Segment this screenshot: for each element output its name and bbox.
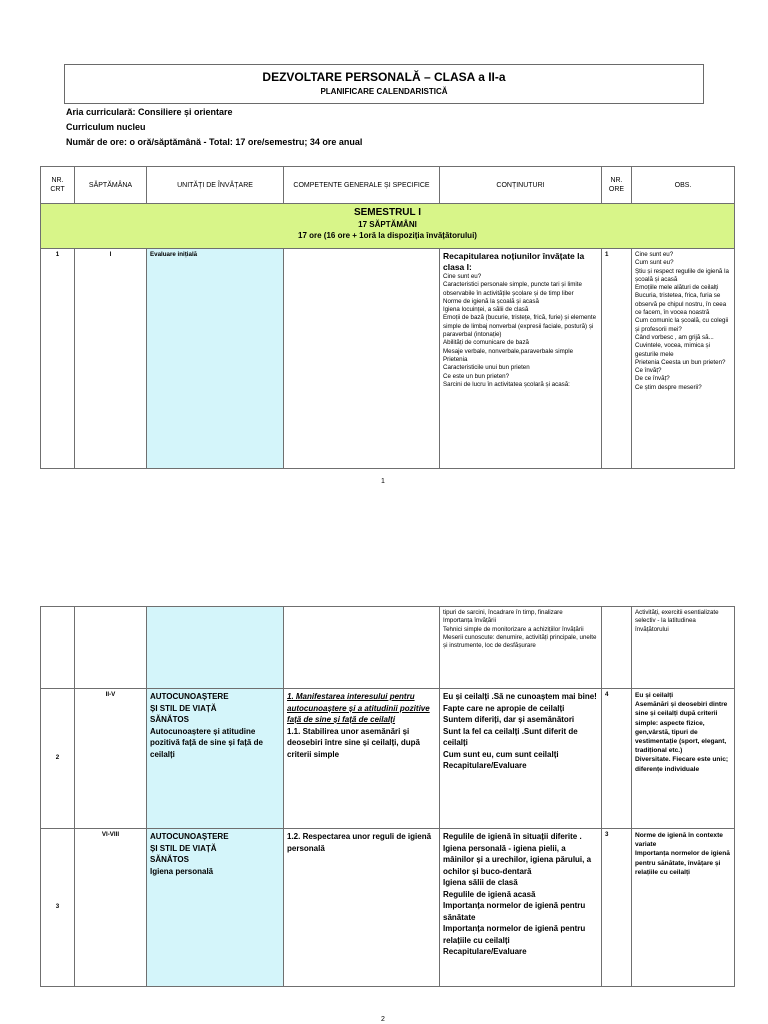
- semester-title: SEMESTRUL I: [353, 207, 422, 218]
- planning-table-page2: [40, 606, 735, 987]
- content-line: Cine sunt eu?: [443, 273, 482, 280]
- obs-line: Cum comunic la școală, cu colegii și profesorii mei?: [635, 317, 729, 333]
- semester-weeks: 17 SĂPTĂMÂNI: [358, 220, 417, 229]
- row1-obs: [632, 249, 735, 469]
- cont-week: [75, 607, 147, 689]
- cont-hours: [602, 607, 632, 689]
- row1-content-title: Recapitularea noțiunilor învățate la clasa I:: [443, 251, 585, 272]
- obs-line: Știu și respect regulile de igienă la școală și acasă: [635, 267, 729, 283]
- content-line: Caracteristici personale simple, puncte tari și limite observabile în activitățile școlare și de timp liber: [443, 281, 582, 297]
- obs-line: De ce învăț?: [635, 375, 670, 383]
- obs-line: Ce învăț?: [635, 367, 662, 375]
- page-number-1: 1: [381, 478, 385, 485]
- table-row-1: [41, 249, 735, 469]
- competenta-generala: 1. Manifestarea interesului pentru autocunoaștere și a atitudinii pozitive față de sine și față de ceilalți: [287, 692, 430, 724]
- row2-hours: 4: [602, 689, 632, 829]
- content-line: Importanța învățării: [443, 617, 496, 625]
- unit-line: ȘI STIL DE VIAȚĂ: [150, 703, 217, 713]
- col-obs: OBS.: [632, 167, 735, 204]
- col-continuturi: CONȚINUTURI: [440, 167, 602, 204]
- content-line: Importanța normelor de igienă pentru relațiile cu ceilalți: [443, 924, 586, 945]
- table-row-3: [41, 829, 735, 987]
- row1-week: I: [75, 249, 147, 469]
- table-row-2: [41, 689, 735, 829]
- content-line: Suntem diferiți, dar și asemănători: [443, 715, 575, 724]
- content-line: Caracteristicile unui bun prieten: [443, 364, 530, 372]
- row2-competente: [284, 689, 440, 829]
- row1-unit: Evaluare inițială: [147, 249, 284, 469]
- obs-line: Importanța normelor de igienă pentru sănătate, învățare și relațiile cu ceilalți: [635, 850, 730, 876]
- content-line: Recapitulare/Evaluare: [443, 761, 527, 770]
- content-line: Emoții de bază (bucurie, tristețe, frică, furie) și elemente simple de limbaj nonverbal (expresii faciale, postură) și paraverbal (intonație): [443, 314, 597, 339]
- cont-competente: [284, 607, 440, 689]
- unit-subtitle: Autocunoaștere și atitudine pozitivă față de sine și față de ceilalți: [150, 726, 263, 759]
- cont-nr: [41, 607, 75, 689]
- obs-line: Prietenia Ceesta un bun prieten?: [635, 358, 726, 366]
- col-unitati: UNITĂȚI DE ÎNVĂȚARE: [147, 167, 284, 204]
- planning-table-page1: [40, 166, 735, 469]
- numar-ore: Număr de ore: o oră/săptămână - Total: 17 ore/semestru; 34 ore anual: [66, 137, 363, 147]
- unit-line: SĂNĂTOS: [150, 715, 189, 724]
- row3-nr: 3: [41, 829, 75, 987]
- row1-hours: 1: [602, 249, 632, 469]
- content-line: Mesaje verbale, nonverbale,paraverbale simple: [443, 347, 574, 355]
- content-line: Abilități de comunicare de bază: [443, 339, 529, 347]
- obs-line: Când vorbesc , am grijă să...: [635, 333, 714, 341]
- content-line: Prietenia: [443, 355, 468, 363]
- content-line: Norme de igienă la școală și acasă: [443, 297, 539, 305]
- unit-line: AUTOCUNOAȘTERE: [150, 832, 229, 841]
- content-line: tipuri de sarcini, încadrare în timp, finalizare: [443, 609, 563, 616]
- document-title: DEZVOLTARE PERSONALĂ – CLASA a II-a: [262, 70, 506, 84]
- content-line: Recapitulare/Evaluare: [443, 947, 527, 956]
- row2-nr: 2: [41, 689, 75, 829]
- row2-unit: [147, 689, 284, 829]
- obs-line: Norme de igienă în contexte variate: [635, 832, 723, 849]
- row3-unit: [147, 829, 284, 987]
- content-line: Tehnici simple de monitorizare a achizițiilor învățării: [443, 625, 584, 633]
- curriculum: Curriculum nucleu: [66, 122, 146, 132]
- semester-cell: [41, 204, 735, 249]
- obs-line: Asemănări și deosebiri dintre sine și ceilalți după criterii simple: aspecte fizice, gen,vârstă, tipuri de vestimentație (sport, elegant, tradițional etc.): [635, 701, 728, 755]
- row1-content: [440, 249, 602, 469]
- content-line: Cum sunt eu, cum sunt ceilalți: [443, 749, 559, 759]
- content-line: Ce este un bun prieten?: [443, 372, 510, 380]
- content-line: Importanța normelor de igienă pentru sănătate: [443, 901, 586, 922]
- content-line: Sarcini de lucru în activitatea școlară și acasă:: [443, 380, 570, 388]
- semester-hours: 17 ore (16 ore + 1oră la dispoziția învățătorului): [298, 231, 477, 240]
- competenta-specifica: 1.2. Respectarea unor reguli de igienă personală: [287, 832, 432, 853]
- unit-line: AUTOCUNOAȘTERE: [150, 692, 229, 701]
- col-nr-ore: NR. ORE: [602, 167, 632, 204]
- unit-subtitle: Igiena personală: [150, 866, 214, 876]
- table-header: [41, 167, 735, 204]
- row3-week: VI-VIII: [75, 829, 147, 987]
- content-line: Igiena locuinței, a sălii de clasă: [443, 306, 529, 314]
- content-line: Eu și ceilalți .Să ne cunoaștem mai bine!: [443, 692, 597, 701]
- obs-line: Ce știm despre meserii?: [635, 383, 702, 391]
- row3-content: [440, 829, 602, 987]
- title-box: [64, 64, 704, 104]
- obs-line: Cuvintele, vocea, mimica și gesturile mele: [635, 342, 710, 358]
- col-saptamana: SĂPTĂMÂNA: [75, 167, 147, 204]
- row3-competente: [284, 829, 440, 987]
- content-line: Igiena sălii de clasă: [443, 878, 518, 887]
- row2-obs: [632, 689, 735, 829]
- content-line: Sunt la fel ca ceilalți .Sunt diferit de ceilalți: [443, 726, 578, 747]
- content-line: Meserii cunoscute: denumire, activități principale, unelte și instrumente, loc de desfășurare: [443, 633, 597, 650]
- competenta-specifica: 1.1. Stabilirea unor asemănări și deosebiri între sine și ceilalți, după criterii simple: [287, 726, 420, 759]
- unit-line: SĂNĂTOS: [150, 855, 189, 864]
- row1-nr: 1: [41, 249, 75, 469]
- col-competente: COMPETENTE GENERALE ȘI SPECIFICE: [284, 167, 440, 204]
- obs-line: Diversitate. Fiecare este unic; diferențe individuale: [635, 756, 729, 773]
- obs-line: Bucuria, tristetea, frica, furia se observă pe chipul nostru, în ceea ce facem, în vocea noastră: [635, 292, 727, 317]
- row3-hours: 3: [602, 829, 632, 987]
- cont-content: [440, 607, 602, 689]
- obs-line: Cine sunt eu?: [635, 251, 674, 258]
- obs-line: Cum sunt eu?: [635, 259, 674, 267]
- semester-row: [41, 204, 735, 249]
- row2-content: [440, 689, 602, 829]
- page-number-2: 2: [381, 1016, 385, 1023]
- document-subtitle: PLANIFICARE CALENDARISTICĂ: [320, 87, 448, 96]
- content-line: Fapte care ne apropie de ceilalți: [443, 703, 565, 713]
- aria-curriculara: Aria curriculară: Consiliere și orientare: [66, 107, 233, 117]
- obs-line: Eu și ceilalți: [635, 692, 674, 699]
- content-line: Regulile de igienă acasă: [443, 889, 536, 899]
- table-row-continuation: [41, 607, 735, 689]
- content-line: Regulile de igienă în situații diferite .: [443, 832, 582, 841]
- cont-obs: Activități, exercitii esentializate selectiv - la latitudinea învățătorului: [632, 607, 735, 689]
- row2-week: II-V: [75, 689, 147, 829]
- row1-competente: [284, 249, 440, 469]
- row3-obs: [632, 829, 735, 987]
- content-line: Igiena personală - igiena pielii, a mâinilor și a urechilor, igiena părului, a ochilor și buco-dentară: [443, 843, 592, 876]
- obs-line: Emoțiile mele alături de ceilalți: [635, 284, 719, 292]
- unit-line: ȘI STIL DE VIAȚĂ: [150, 843, 217, 853]
- col-nr-crt: NR. CRT: [41, 167, 75, 204]
- cont-unit: [147, 607, 284, 689]
